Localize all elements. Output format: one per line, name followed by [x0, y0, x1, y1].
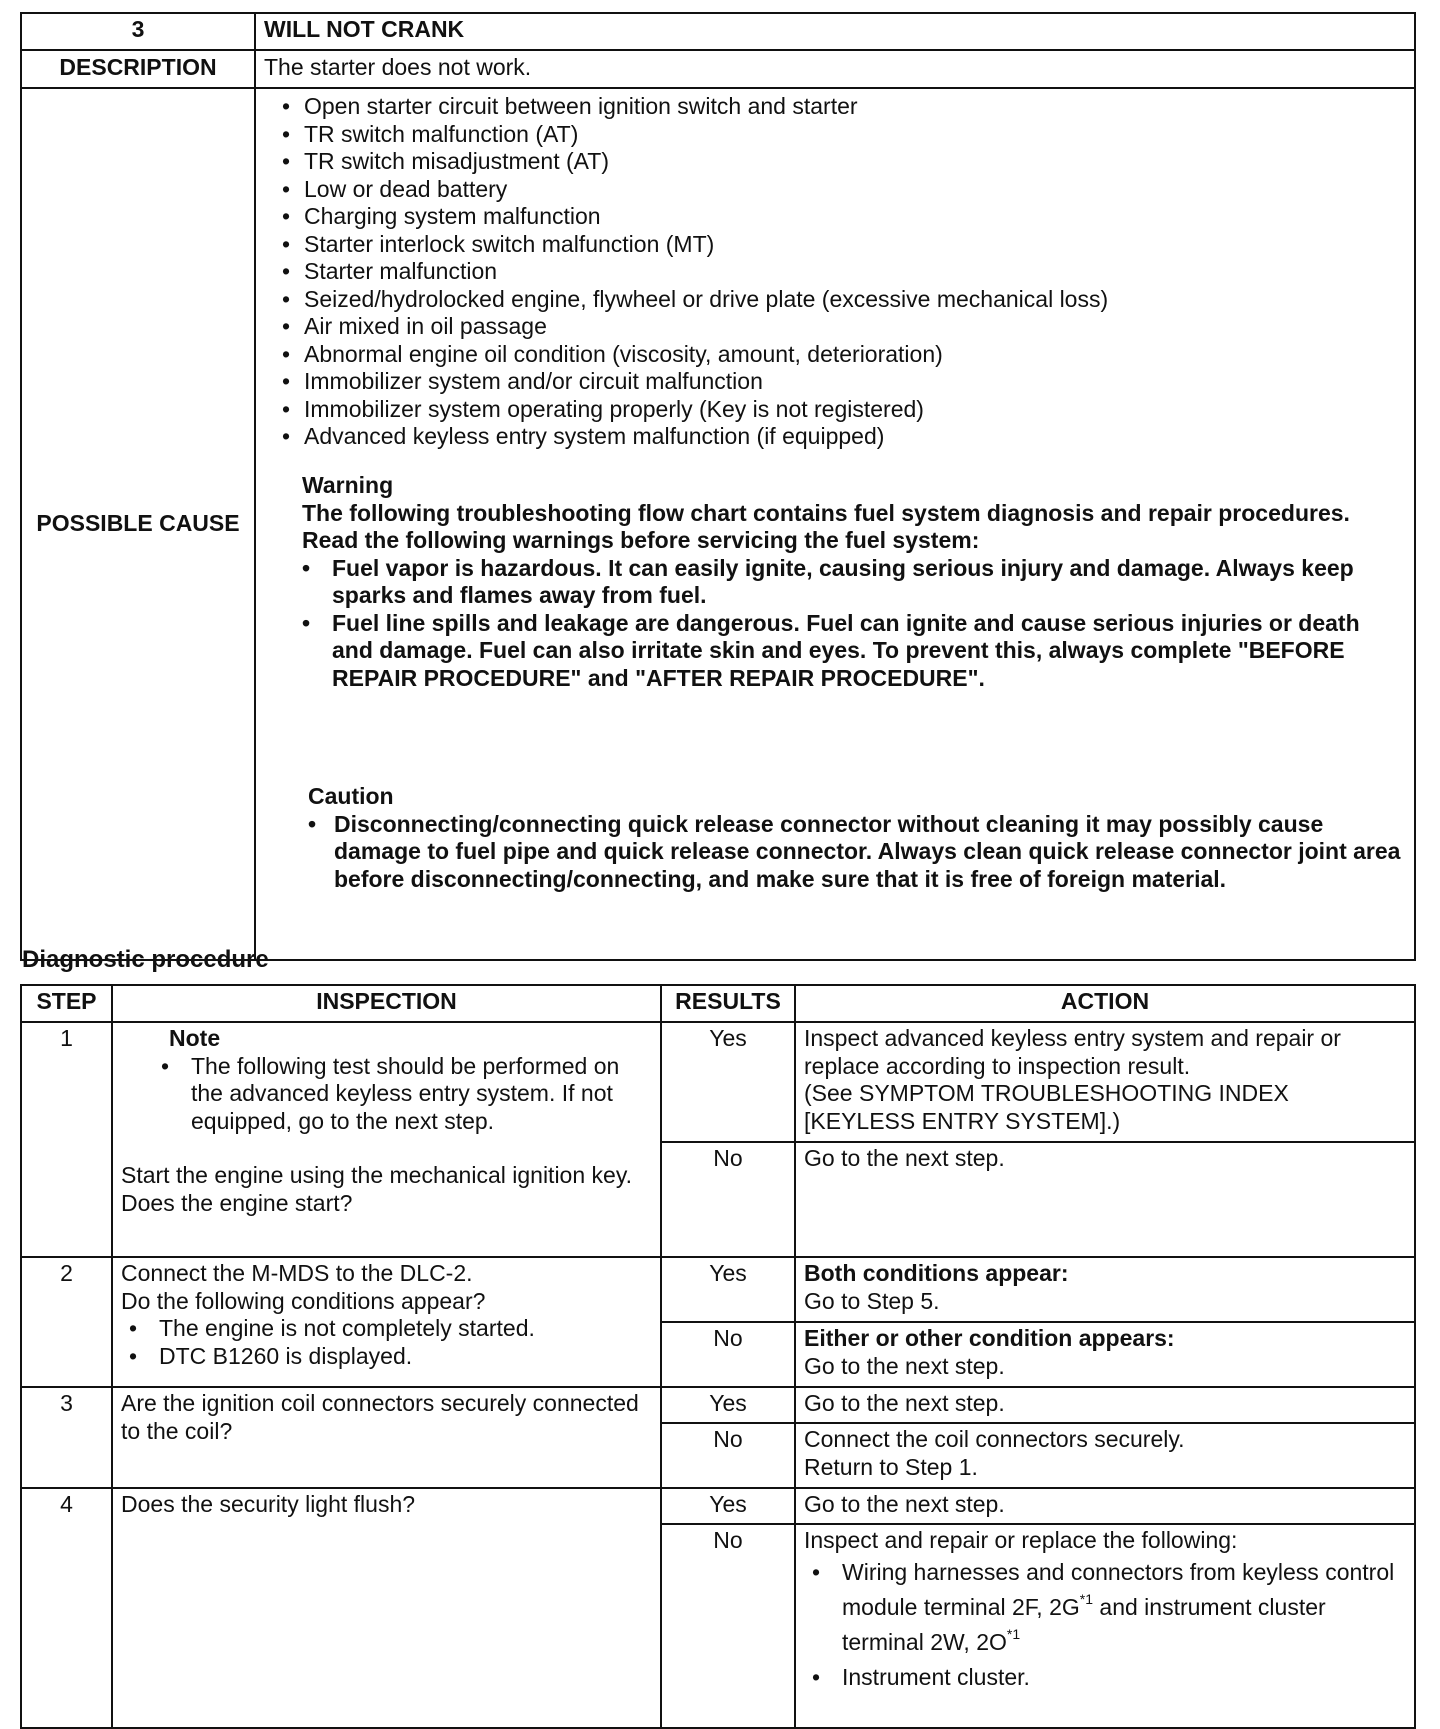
cause-item: • Starter interlock switch malfunction (MT)	[272, 231, 1404, 259]
action-text: Connect the coil connectors securely.	[804, 1426, 1185, 1452]
diagnostic-table	[20, 984, 1416, 1729]
action-text: Go to the next step.	[795, 1488, 1415, 1524]
cause-item: • Immobilizer system and/or circuit malfunction	[272, 368, 1404, 396]
warning-intro: The following troubleshooting flow chart contains fuel system diagnosis and repair procedures. Read the following warnings before servicing the fuel system:	[302, 499, 1350, 553]
inspection-text: Start the engine using the mechanical ignition key.	[121, 1162, 632, 1188]
action-reference: (See SYMPTOM TROUBLESHOOTING INDEX [KEYLESS ENTRY SYSTEM].)	[804, 1080, 1289, 1134]
cause-item: • Immobilizer system operating properly (Key is not registered)	[272, 396, 1404, 424]
action-text: Go to the next step.	[795, 1142, 1415, 1257]
action-text: Go to Step 5.	[804, 1287, 940, 1314]
warning-item: • Fuel vapor is hazardous. It can easily ignite, causing serious injury and damage. Always keep sparks and flames away from fuel.	[302, 555, 1394, 610]
action-text: Inspect advanced keyless entry system and repair or replace according to inspection result.	[804, 1025, 1341, 1079]
result-yes: Yes	[661, 1257, 795, 1322]
warning-block	[302, 472, 1394, 692]
caution-block	[308, 783, 1404, 893]
step-row	[21, 1387, 1415, 1423]
inspection-text: Are the ignition coil connectors securely connected to the coil?	[112, 1387, 661, 1488]
result-no: No	[661, 1322, 795, 1387]
cause-item: • Starter malfunction	[272, 258, 1404, 286]
step-number: 3	[21, 1387, 112, 1488]
note-item: • The following test should be performed on the advanced keyless entry system. If not equipped, go to the next step.	[121, 1053, 652, 1136]
diagnostic-header-row	[21, 985, 1415, 1022]
symptom-table	[20, 12, 1416, 961]
symptom-title: WILL NOT CRANK	[255, 13, 1415, 50]
result-yes: Yes	[661, 1387, 795, 1423]
caution-item: • Disconnecting/connecting quick release connector without cleaning it may possibly cause damage to fuel pipe and quick release connector. Always clean quick release connector joint area before disconnecting/connecting, and make sure that it is free of foreign material.	[308, 811, 1404, 894]
cause-item: • TR switch misadjustment (AT)	[272, 148, 1404, 176]
action-cell	[795, 1322, 1415, 1387]
action-header: ACTION	[795, 985, 1415, 1022]
cause-item: • TR switch malfunction (AT)	[272, 121, 1404, 149]
cause-item: • Air mixed in oil passage	[272, 313, 1404, 341]
result-yes: Yes	[661, 1022, 795, 1142]
cause-item: • Charging system malfunction	[272, 203, 1404, 231]
results-header: RESULTS	[661, 985, 795, 1022]
step-number: 1	[21, 1022, 112, 1257]
step-number: 2	[21, 1257, 112, 1387]
description-label: DESCRIPTION	[21, 50, 255, 88]
inspection-cell	[112, 1022, 661, 1257]
description-text: The starter does not work.	[255, 50, 1415, 88]
warning-item: • Fuel line spills and leakage are dangerous. Fuel can ignite and cause serious injuries or death and damage. Fuel can also irritate skin and eyes. To prevent this, always complete "BEFORE REPAIR PROCEDURE" and "AFTER REPAIR PROCEDURE".	[302, 610, 1394, 693]
action-text: Go to the next step.	[795, 1387, 1415, 1423]
cause-item: • Seized/hydrolocked engine, flywheel or drive plate (excessive mechanical loss)	[272, 286, 1404, 314]
inspection-question: Do the following conditions appear?	[121, 1287, 486, 1314]
step-header: STEP	[21, 985, 112, 1022]
inspection-cell	[112, 1257, 661, 1387]
repair-list	[804, 1555, 1406, 1695]
step-row	[21, 1488, 1415, 1524]
inspection-text: Does the security light flush?	[112, 1488, 661, 1728]
possible-cause-label: POSSIBLE CAUSE	[21, 88, 255, 960]
result-no: No	[661, 1142, 795, 1257]
action-condition: Both conditions appear:	[804, 1260, 1069, 1286]
symptom-number: 3	[21, 13, 255, 50]
condition-list	[121, 1315, 652, 1370]
condition-item: • DTC B1260 is displayed.	[121, 1343, 652, 1371]
warning-list	[302, 555, 1394, 693]
step-number: 4	[21, 1488, 112, 1728]
possible-cause-cell	[255, 88, 1415, 960]
cause-item: • Abnormal engine oil condition (viscosity, amount, deterioration)	[272, 341, 1404, 369]
action-cell	[795, 1524, 1415, 1728]
inspection-header: INSPECTION	[112, 985, 661, 1022]
action-cell	[795, 1423, 1415, 1488]
result-no: No	[661, 1524, 795, 1728]
result-yes: Yes	[661, 1488, 795, 1524]
result-no: No	[661, 1423, 795, 1488]
step-row	[21, 1022, 1415, 1142]
condition-item: • The engine is not completely started.	[121, 1315, 652, 1343]
inspection-text: Connect the M-MDS to the DLC-2.	[121, 1260, 473, 1286]
diagnostic-procedure-title: Diagnostic procedure	[22, 946, 269, 973]
warning-heading: Warning	[302, 472, 394, 498]
note-list	[121, 1053, 652, 1136]
repair-item: • Instrument cluster.	[804, 1660, 1406, 1695]
action-text: Go to the next step.	[804, 1352, 1005, 1379]
cause-item: • Open starter circuit between ignition switch and starter	[272, 93, 1404, 121]
note-heading: Note	[169, 1025, 221, 1051]
action-text: Return to Step 1.	[804, 1453, 978, 1480]
caution-heading: Caution	[308, 783, 394, 809]
caution-list	[308, 811, 1404, 894]
repair-item: • Wiring harnesses and connectors from keyless control module terminal 2F, $2G^{*1}$ and instrument cluster terminal 2W, $2O^{*1}$	[804, 1555, 1406, 1660]
inspection-question: Does the engine start?	[121, 1189, 353, 1216]
step-row	[21, 1257, 1415, 1322]
action-cell	[795, 1022, 1415, 1142]
action-cell	[795, 1257, 1415, 1322]
action-text: Inspect and repair or replace the following:	[804, 1527, 1238, 1553]
action-condition: Either or other condition appears:	[804, 1325, 1175, 1351]
cause-list	[272, 93, 1404, 451]
cause-item: • Advanced keyless entry system malfunction (if equipped)	[272, 423, 1404, 451]
cause-item: • Low or dead battery	[272, 176, 1404, 204]
